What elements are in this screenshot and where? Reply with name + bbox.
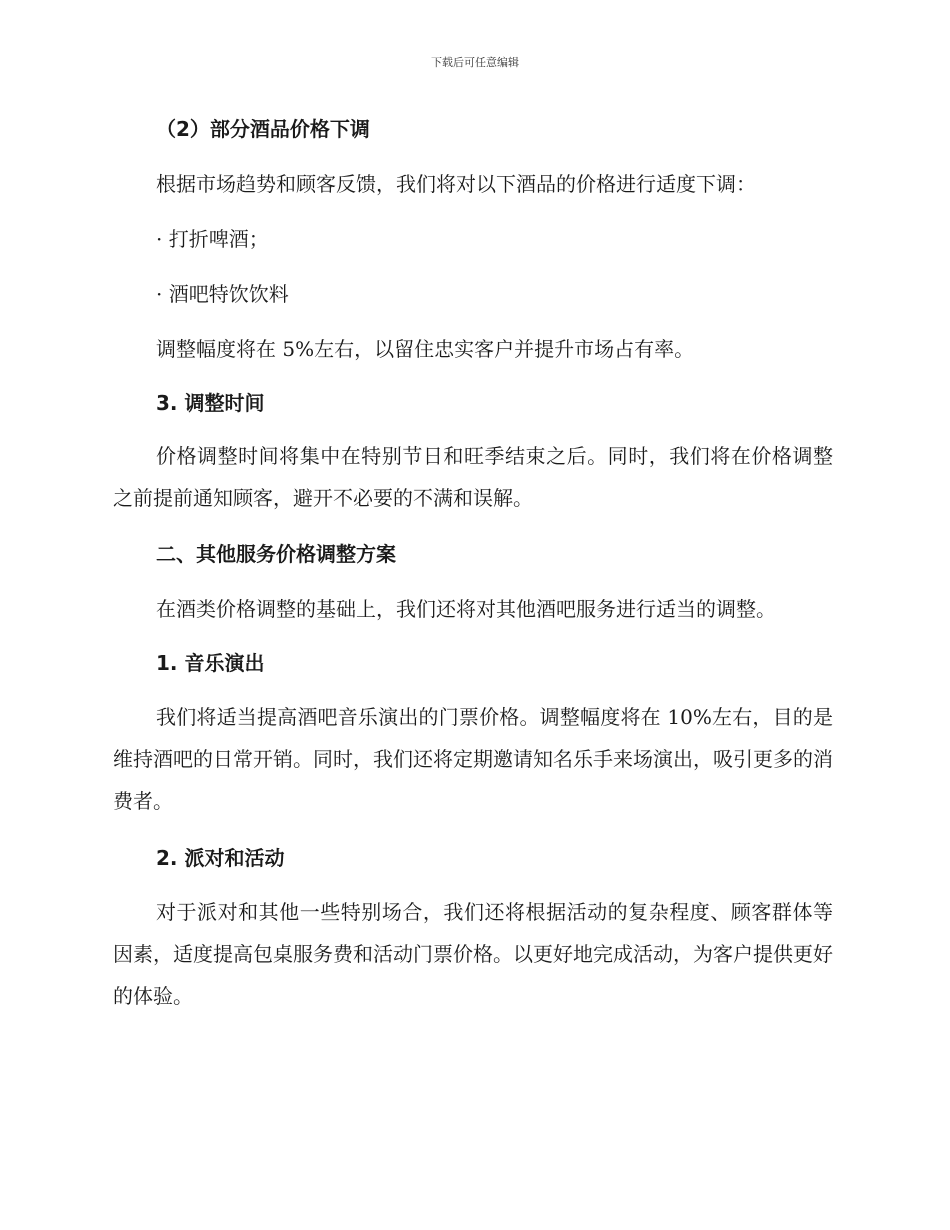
paragraph-parties: 对于派对和其他一些特别场合，我们还将根据活动的复杂程度、顾客群体等因素，适度提高包桌服务费和活动门票价格。以更好地完成活动，为客户提供更好的体验。 [113, 900, 833, 1008]
list-item-discount-beer: · 打折啤酒； [156, 227, 269, 251]
section-heading-other-services: 二、其他服务价格调整方案 [156, 542, 396, 566]
paragraph-adjustment-time: 价格调整时间将集中在特别节日和旺季结束之后。同时，我们将在价格调整之前提前通知顾客，避开不必要的不满和误解。 [113, 444, 833, 510]
section-heading-price-decrease: （2）部分酒品价格下调 [156, 117, 370, 141]
subsection-heading-parties: 2. 派对和活动 [156, 846, 285, 870]
page-header: 下载后可任意编辑 [431, 56, 519, 69]
paragraph-price-decrease-intro: 根据市场趋势和顾客反馈，我们将对以下酒品的价格进行适度下调： [156, 172, 756, 196]
subsection-heading-music: 1. 音乐演出 [156, 651, 265, 675]
paragraph-music: 我们将适当提高酒吧音乐演出的门票价格。调整幅度将在 10%左右，目的是维持酒吧的日常开销。同时，我们还将定期邀请知名乐手来场演出，吸引更多的消费者。 [113, 705, 833, 813]
section-heading-adjustment-time: 3. 调整时间 [156, 391, 265, 415]
paragraph-adjustment-range: 调整幅度将在 5%左右，以留住忠实客户并提升市场占有率。 [156, 337, 695, 361]
paragraph-other-services-intro: 在酒类价格调整的基础上，我们还将对其他酒吧服务进行适当的调整。 [156, 597, 776, 621]
list-item-special-drinks: · 酒吧特饮饮料 [156, 282, 289, 306]
